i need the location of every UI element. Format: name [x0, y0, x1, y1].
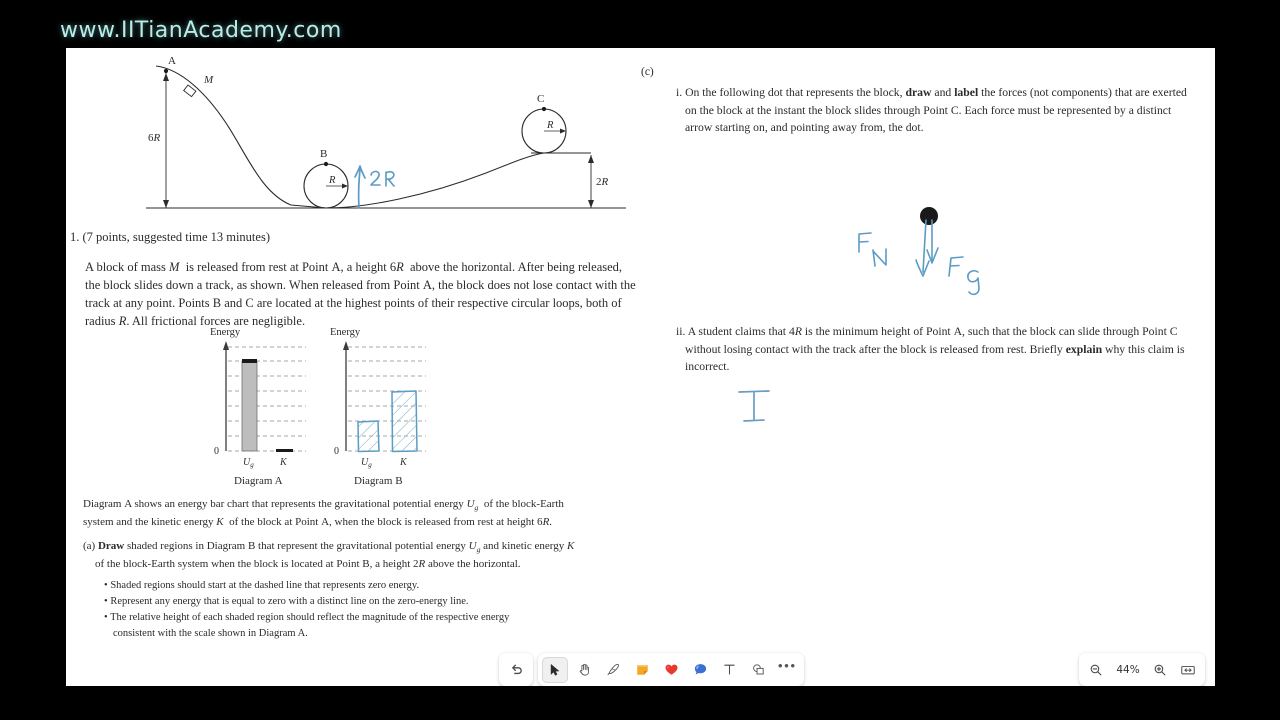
bullet-item: • Shaded regions should start at the dashed line that represents zero energy.	[104, 580, 420, 591]
right-column	[626, 48, 1215, 686]
annotation-toolbar[interactable]	[499, 653, 804, 686]
figure-label-A: A	[168, 55, 176, 67]
fbd-arrows	[916, 220, 938, 276]
bullet-text: Shaded regions should start at the dashed line that represents zero energy.	[110, 580, 420, 591]
diagram-b-cat-ug: $U_g$	[361, 457, 372, 469]
fbd-label-fn	[859, 233, 886, 266]
figure-label-B: B	[320, 148, 328, 160]
pen-tool-button[interactable]	[600, 657, 626, 683]
sticky-note-tool-button[interactable]	[629, 657, 655, 683]
figure-radius-C: R	[547, 120, 554, 131]
energy-bar-charts	[206, 323, 466, 493]
bullet-continuation: consistent with the scale shown in Diagram A.	[113, 627, 308, 639]
figure-height-right: 2R	[596, 176, 609, 188]
track-diagram-svg	[126, 53, 646, 228]
zoom-controls[interactable]	[1079, 653, 1205, 686]
bullet-text: The relative height of each shaded region should reflect the magnitude of the respective energy	[110, 611, 510, 623]
heart-icon	[664, 662, 679, 677]
part-a-bold: Draw	[97, 540, 125, 552]
track-diagram	[126, 53, 646, 228]
sticky-note-icon	[635, 662, 650, 677]
free-body-diagram-ink[interactable]	[831, 196, 1011, 326]
zoom-in-button[interactable]	[1147, 657, 1173, 683]
fit-to-width-button[interactable]	[1175, 657, 1201, 683]
problem-points: (7 points, suggested time 13 minutes)	[82, 230, 270, 244]
figure-label-M: M	[204, 74, 214, 86]
shapes-icon	[751, 662, 766, 677]
part-a-label: (a)	[83, 540, 96, 552]
diagram-b-ylabel: Energy	[330, 327, 361, 338]
item-ii-number: ii.	[676, 325, 686, 338]
item-i-bold-draw: draw	[905, 86, 932, 99]
bullet-item: • Represent any energy that is equal to zero with a distinct line on the zero-energy line.	[104, 595, 469, 607]
part-c-item-i: i. On the following dot that represents the block, draw and label the forces (not components) that are exerted on the block at the instant the block slides through Point C. Each force must be represented by a distinct arrow starting on, and pointing away from, the dot.	[676, 86, 1187, 135]
diagram-b-title: Diagram B	[354, 475, 403, 487]
fbd-dot	[920, 207, 938, 225]
hand-tool-button[interactable]	[571, 657, 597, 683]
diagram-a-ylabel: Energy	[210, 327, 241, 338]
problem-body: A block of mass M is released from rest at Point A, a height 6R above the horizontal. After being released, the block slides down a track, as shown. When released from Point A, the block does not lose contact with the track at any point. Points B and C are located at the highest points of their respective circular loops, both of radius R. All frictional forces are negligible.	[85, 260, 636, 329]
text-tool-button[interactable]	[716, 657, 742, 683]
cursor-arrow-icon	[548, 663, 562, 677]
ink-2r-annotation	[355, 166, 365, 208]
undo-button[interactable]	[503, 657, 529, 683]
select-tool-button[interactable]	[542, 657, 568, 683]
heart-sticker-tool-button[interactable]	[658, 657, 684, 683]
item-ii-bold-explain: explain	[1065, 342, 1103, 356]
bullet-item: • The relative height of each shaded region should reflect the magnitude of the respective energy	[104, 611, 510, 623]
diagram-a-bar-k	[276, 449, 293, 452]
diagram-a-cat-k: K	[280, 457, 287, 468]
ellipsis-icon: •••	[777, 658, 797, 675]
problem-number: 1.	[70, 230, 80, 244]
item-i-bold-label: label	[954, 86, 979, 99]
zoom-in-icon	[1153, 663, 1167, 677]
speech-bubble-tool-button[interactable]	[687, 657, 713, 683]
diagram-b-zero: 0	[334, 446, 339, 457]
fbd-label-fg	[949, 257, 979, 294]
part-c-label: (c)	[641, 66, 654, 78]
diagram-b-bar-k	[392, 391, 417, 452]
diagram-a-zero: 0	[214, 446, 219, 457]
diagram-b-bar-ug	[358, 421, 379, 452]
diagram-b-cat-k: K	[400, 457, 407, 468]
zoom-out-button[interactable]	[1083, 657, 1109, 683]
site-watermark: www.IITianAcademy.com	[60, 18, 342, 43]
more-tools-button[interactable]	[774, 657, 800, 683]
figure-label-C: C	[537, 93, 545, 105]
left-column	[66, 48, 666, 686]
hand-icon	[577, 662, 592, 677]
diagram-b-group	[330, 327, 426, 487]
speech-bubble-icon	[693, 662, 708, 677]
pen-icon	[606, 662, 621, 677]
diagram-a-bar-ug	[242, 361, 257, 451]
fit-to-width-icon	[1180, 663, 1196, 677]
tools-group	[538, 653, 804, 686]
ink-i-beam-mark[interactable]	[731, 383, 781, 428]
fbd-svg	[831, 196, 1011, 326]
part-c-item-ii: ii. A student claims that 4R is the minimum height of Point A, such that the block can slide through Point C without losing contact with the track after the block is released from rest. Briefly explain why this claim is incorrect.	[676, 325, 1185, 374]
undo-arrow-icon	[509, 662, 524, 677]
document-page[interactable]	[66, 48, 1215, 686]
diagram-a-cat-ug: $U_g$	[243, 457, 254, 469]
part-a-bullets	[104, 578, 574, 642]
undo-group	[499, 653, 533, 686]
diagram-a-description: Diagram A shows an energy bar chart that represents the gravitational potential energy $U_g$ of the block-Earth system and the kinetic energy K of the block at Point A, when the block is released from rest at height 6R.	[83, 498, 564, 528]
text-T-icon	[722, 662, 737, 677]
figure-height-left: 6R	[148, 132, 161, 144]
problem-header	[70, 230, 650, 246]
zoom-out-icon	[1089, 663, 1103, 677]
ink-2r-text	[371, 171, 394, 186]
ink-i-svg	[731, 383, 781, 428]
part-a-instructions: (a) Draw shaded regions in Diagram B that represent the gravitational potential energy $U_g$ and kinetic energy K of the block-Earth system when the block is located at Point B, a height 2R above the horizontal.	[83, 540, 575, 570]
diagram-a-title: Diagram A	[234, 475, 283, 487]
figure-radius-B: R	[329, 175, 336, 186]
diagram-a-group	[210, 327, 306, 487]
item-i-number: i.	[676, 86, 683, 99]
zoom-level-label[interactable]: 44%	[1116, 663, 1140, 676]
shapes-tool-button[interactable]	[745, 657, 771, 683]
bar-charts-svg	[206, 323, 466, 493]
bullet-text: Represent any energy that is equal to zero with a distinct line on the zero-energy line.	[110, 595, 469, 607]
